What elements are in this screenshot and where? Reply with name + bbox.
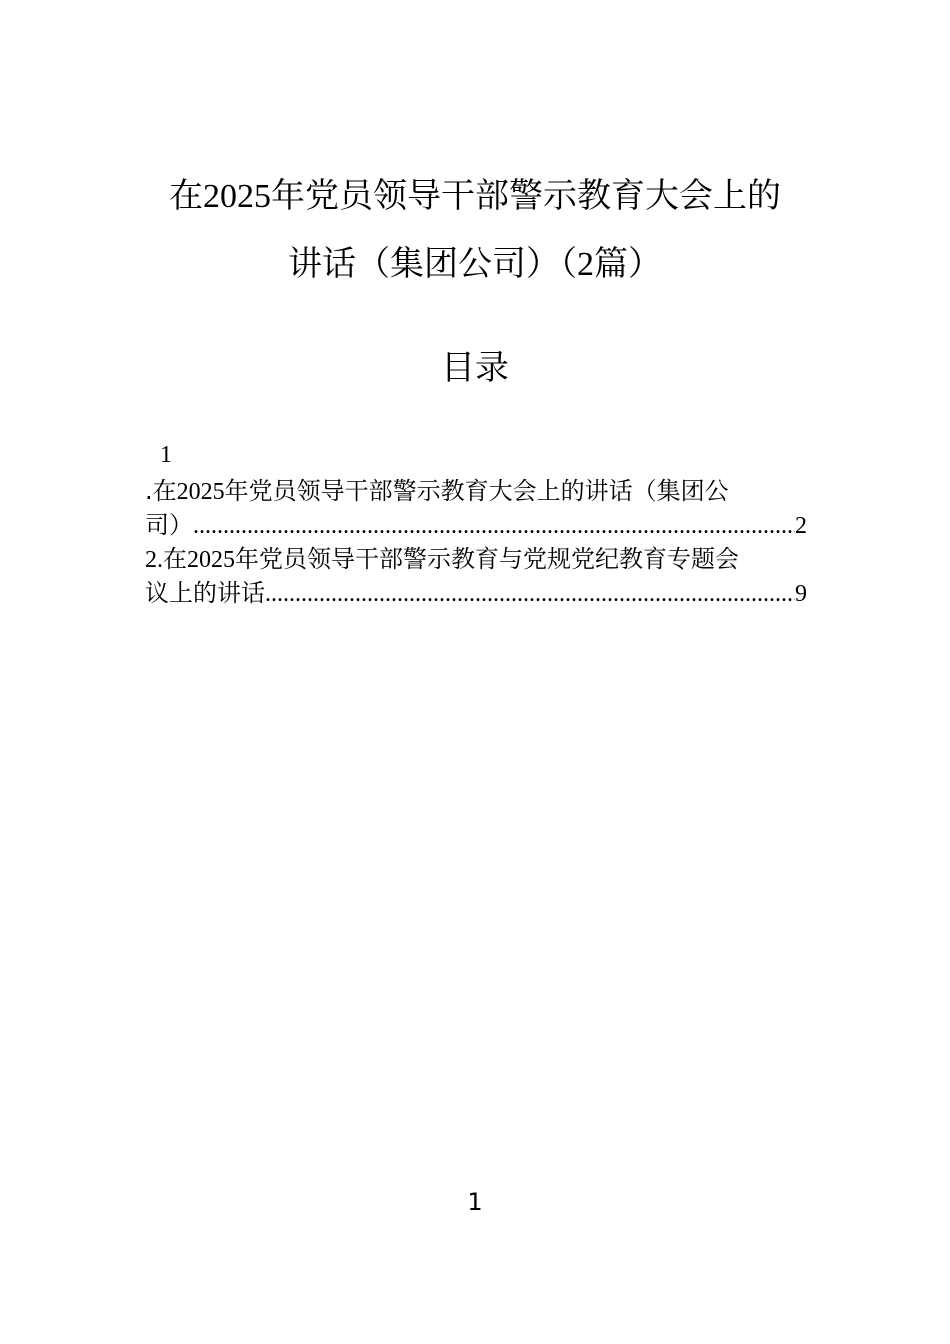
page-number: 1 [467, 1188, 483, 1216]
toc-leader-row [145, 577, 807, 609]
toc-heading: 目录 [441, 348, 509, 388]
toc-leader-row [145, 509, 807, 541]
toc-text: .在 [145, 477, 177, 505]
toc-number: 2. [145, 547, 163, 573]
title-count: 2 [577, 246, 594, 283]
title-text: 讲话（集团公司）（ [288, 244, 577, 284]
title-text: 篇） [594, 244, 662, 284]
document-title-line-1 [120, 174, 830, 219]
title-text: 在 [169, 176, 203, 216]
toc-text: 议上的讲话 [145, 579, 265, 607]
toc-item-1-line-1[interactable] [145, 475, 807, 507]
toc-year: 2025 [187, 547, 235, 573]
toc-text: 年党员领导干部警示教育与党规党纪教育专题会 [235, 545, 739, 573]
toc-item-2-line-1[interactable] [145, 543, 807, 575]
toc-item-1-line-2[interactable] [145, 509, 807, 541]
toc-item-2-line-2[interactable] [145, 577, 807, 609]
toc-dot-leader [265, 578, 795, 609]
toc-text: 司） [145, 511, 193, 539]
toc-text: 在 [163, 545, 187, 573]
toc-item-1-number: 1 [160, 442, 172, 468]
toc-year: 2025 [176, 479, 225, 505]
document-title-line-2 [120, 242, 830, 287]
toc-page-number: 2 [795, 513, 807, 539]
title-text: 年党员领导干部警示教育大会上的 [271, 176, 781, 216]
toc-page-number: 9 [795, 581, 807, 607]
title-year: 2025 [203, 178, 271, 215]
toc-dot-leader [193, 510, 795, 541]
toc-text: 年党员领导干部警示教育大会上的讲话（集团公 [224, 477, 729, 505]
